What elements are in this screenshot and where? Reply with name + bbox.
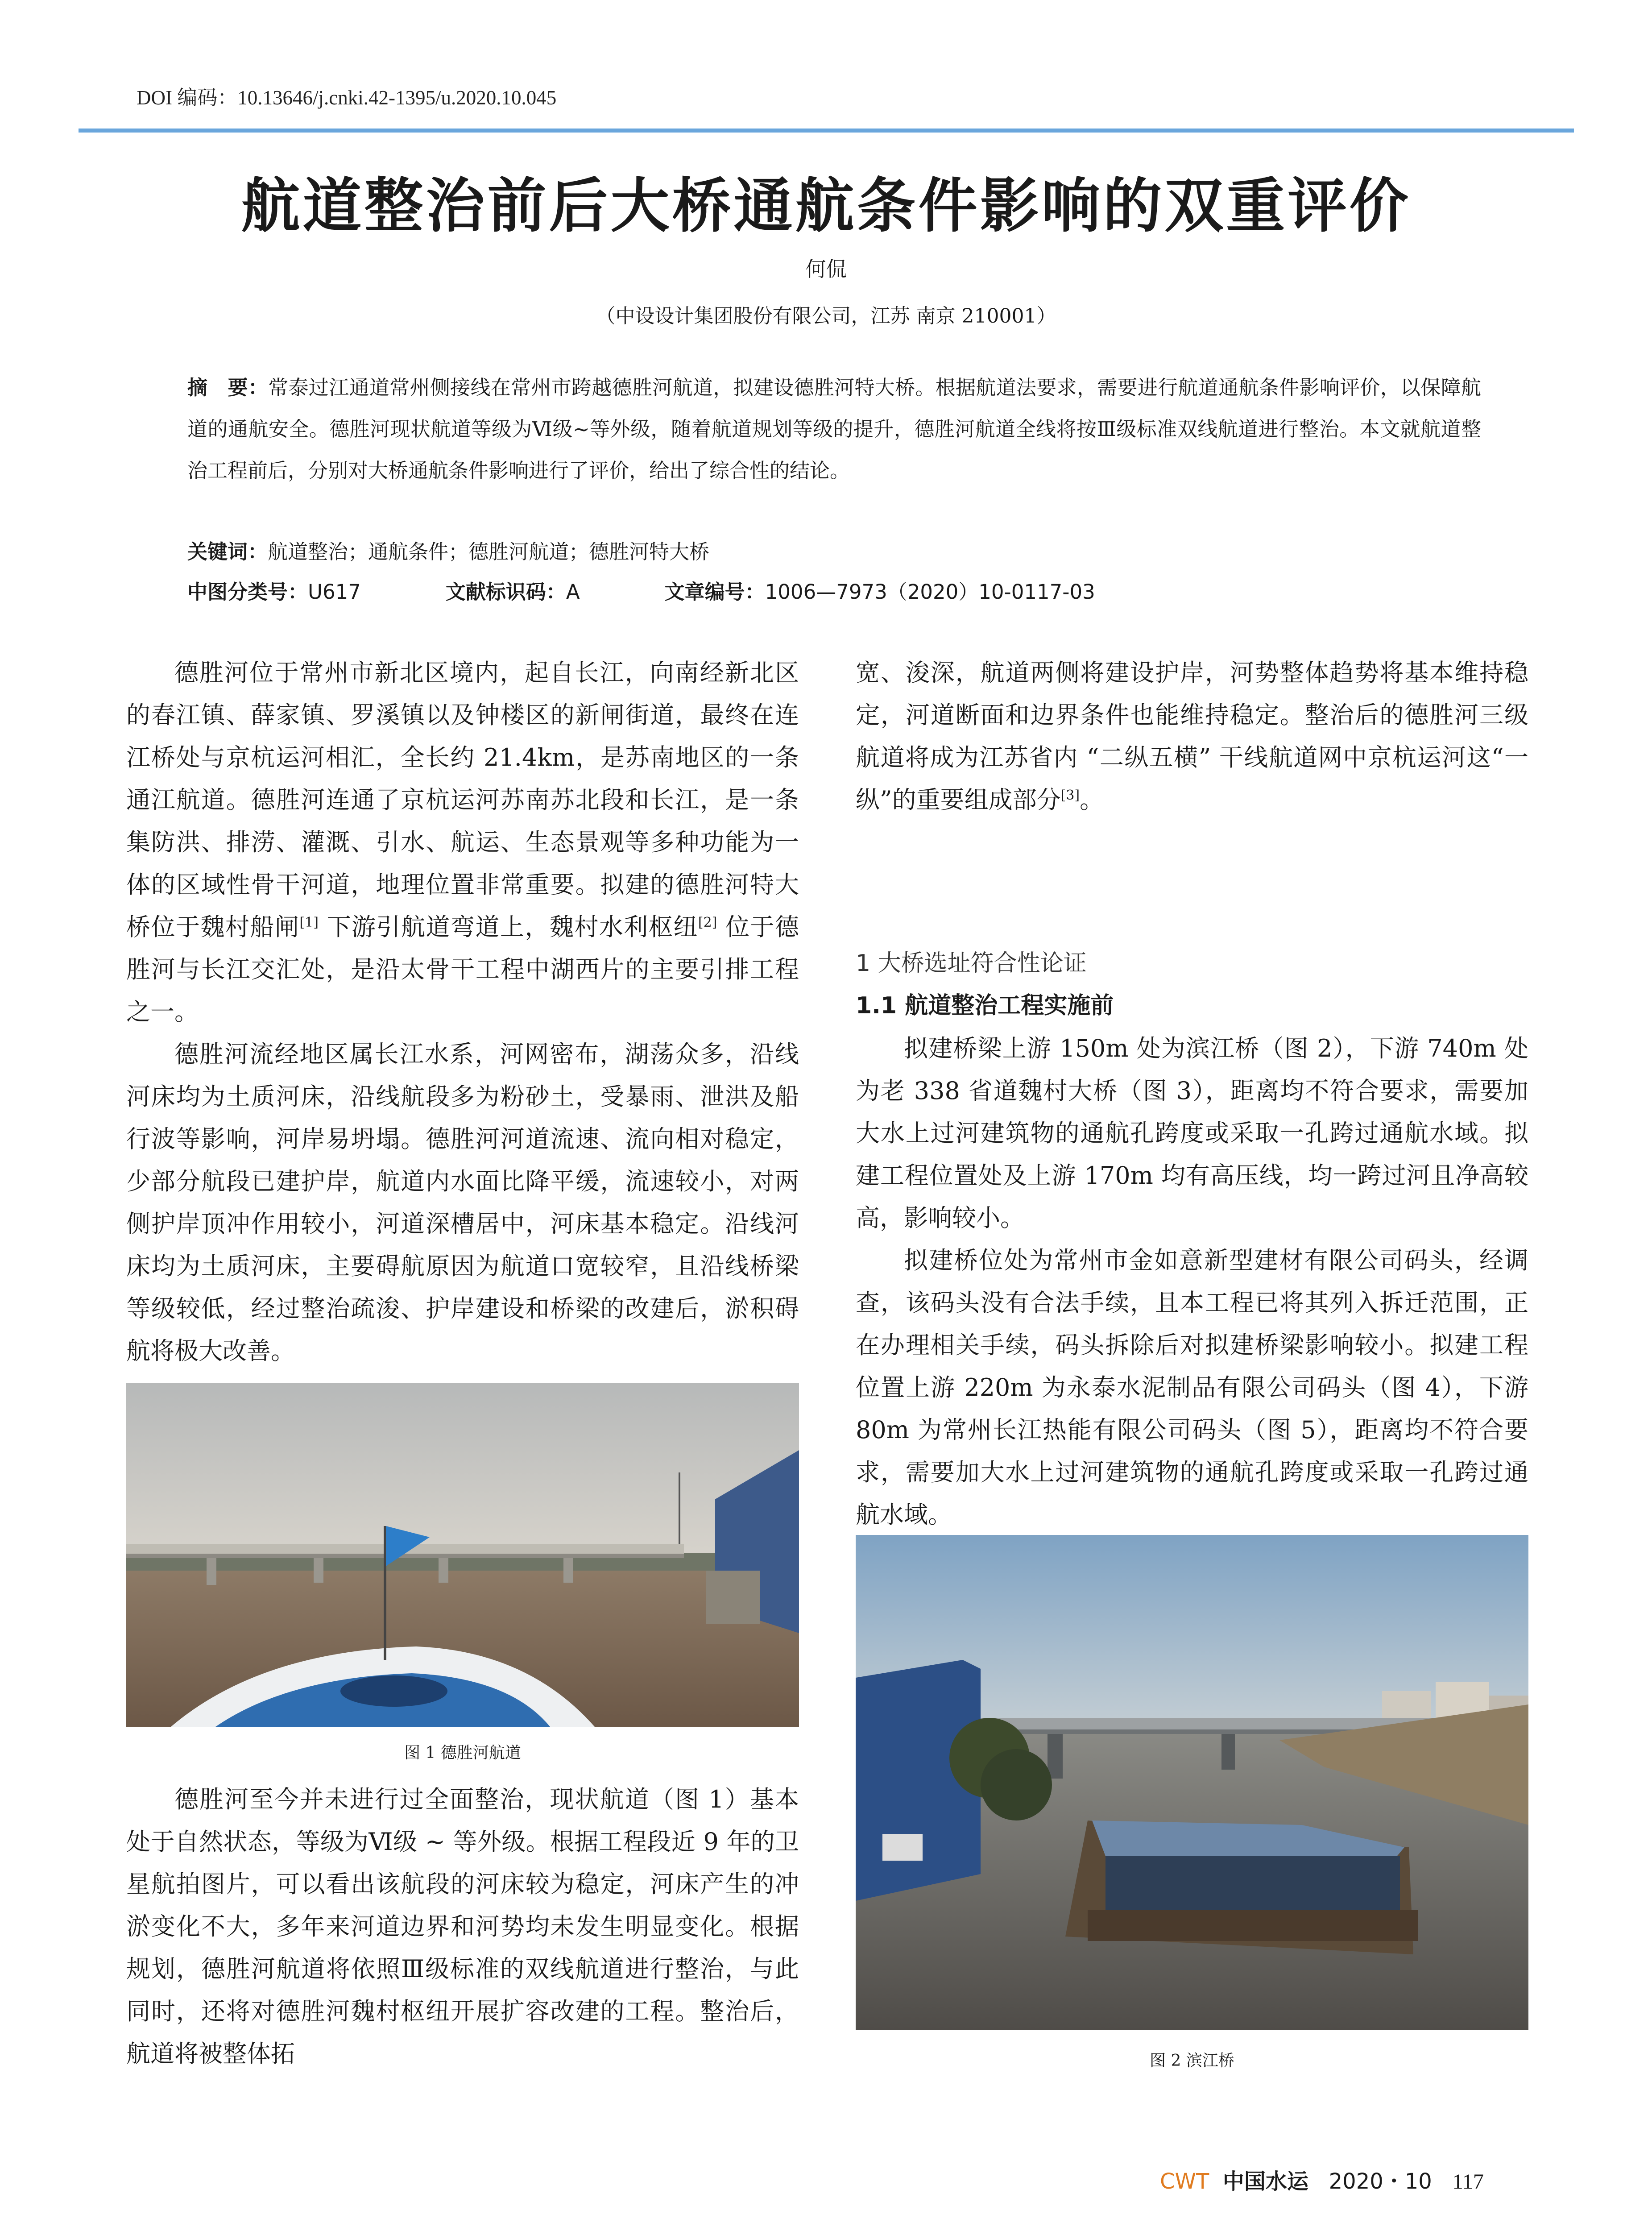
header-rule — [79, 129, 1574, 133]
article-title: 航道整治前后大桥通航条件影响的双重评价 — [241, 171, 1411, 241]
paragraph-3: 德胜河至今并未进行过全面整治，现状航道（图 1）基本处于自然状态，等级为Ⅵ级 ~ 等外级。根据工程段近 9 年的卫星航拍图片，可以看出该航段的河床较为稳定，河床产生的冲淤变化不大，多年来河道边界和河势均未发生明显变化。根据规划，德胜河航道将依照Ⅲ级标准的双线航道进行整治，与此同时，还将对德胜河魏村枢纽开展扩容改建的工程。整治后，航道将被整体拓 — [126, 1785, 799, 2068]
doi-line: DOI 编码：10.13646/j.cnki.42-1395/u.2020.10.045 — [137, 87, 557, 109]
paragraph-1 — [126, 651, 799, 1033]
figure-2-caption: 图 2 滨江桥 — [1150, 2052, 1234, 2070]
paragraph-1-part-b: 下游引航道弯道上，魏村水利枢纽 — [318, 913, 698, 941]
articleno-value: 1006—7973（2020）10-0117-03 — [765, 580, 1095, 604]
body-column-right-top — [856, 651, 1528, 821]
class-label: 中图分类号： — [187, 580, 308, 604]
citation-2: [2] — [698, 915, 717, 930]
body-column-right-main — [856, 937, 1528, 1621]
paragraph-3-end: 。 — [1080, 786, 1104, 814]
journal-brand: CWT — [1160, 2169, 1209, 2194]
doccode-label: 文献标识码： — [445, 580, 566, 604]
page-footer — [1160, 2164, 1484, 2195]
doccode-value: A — [566, 580, 580, 604]
paragraph-5: 拟建桥位处为常州市金如意新型建材有限公司码头，经调查，该码头没有合法手续，且本工程已将其列入拆迁范围，正在办理相关手续，码头拆除后对拟建桥梁影响较小。拟建工程位置上游 220m 为永泰水泥制品有限公司码头（图 4），下游 80m 为常州长江热能有限公司码头（图 5），距离均不符合要求，需要加大水上过河建筑物的通航孔跨度或采取一孔跨过通航水域。 — [856, 1246, 1528, 1529]
journal-name: 中国水运 — [1222, 2169, 1308, 2194]
articleno-label: 文章编号： — [664, 580, 765, 604]
paragraph-3-continued — [856, 651, 1528, 821]
citation-1: [1] — [299, 915, 319, 930]
abstract — [187, 367, 1481, 491]
keywords-text: 航道整治；通航条件；德胜河航道；德胜河特大桥 — [268, 540, 710, 564]
paragraph-4: 拟建桥梁上游 150m 处为滨江桥（图 2），下游 740m 处为老 338 省道魏村大桥（图 3），距离均不符合要求，需要加大水上过河建筑物的通航孔跨度或采取一孔跨过通航水域。拟建工程位置处及上游 170m 均有高压线，均一跨过河且净高较高，影响较小。 — [856, 1034, 1528, 1232]
section-heading-1-1: 1.1 航道整治工程实施前 — [856, 992, 1114, 1019]
abstract-text: 常泰过江通道常州侧接线在常州市跨越德胜河航道，拟建设德胜河特大桥。根据航道法要求，需要进行航道通航条件影响评价，以保障航道的通航安全。德胜河现状航道等级为Ⅵ级~等外级，随着航道规划等级的提升，德胜河航道全线将按Ⅲ级标准双线航道进行整治。本文就航道整治工程前后，分别对大桥通航条件影响进行了评价，给出了综合性的结论。 — [187, 376, 1481, 482]
figure-2-photo — [856, 1535, 1528, 2030]
abstract-label: 摘 要： — [187, 376, 269, 399]
body-column-left-top — [126, 651, 799, 1372]
section-heading-1: 1 大桥选址符合性论证 — [856, 950, 1087, 977]
class-value: U617 — [308, 580, 361, 604]
paragraph-1-part-c: 位于德胜河与长江交汇处，是沿太骨干工程中湖西片的主要引排工程之一。 — [126, 913, 799, 1026]
paragraph-1-part-a: 德胜河位于常州市新北区境内，起自长江，向南经新北区的春江镇、薛家镇、罗溪镇以及钟楼区的新闸街道，最终在连江桥处与京杭运河相汇，全长约 21.4km，是苏南地区的一条通江航道。德胜河连通了京杭运河苏南苏北段和长江，是一条集防洪、排涝、灌溉、引水、航运、生态景观等多种功能为一体的区域性骨干河道，地理位置非常重要。拟建的德胜河特大桥位于魏村船闸 — [126, 659, 799, 941]
affiliation: （中设设计集团股份有限公司，江苏 南京 210001） — [596, 305, 1056, 328]
figure-1-photo — [126, 1383, 799, 1727]
classification-line — [187, 576, 1095, 605]
keywords — [187, 535, 709, 564]
author: 何侃 — [805, 257, 847, 281]
journal-issue: 2020・10 — [1329, 2169, 1432, 2194]
paragraph-2: 德胜河流经地区属长江水系，河网密布，湖荡众多，沿线河床均为土质河床，沿线航段多为粉砂土，受暴雨、泄洪及船行波等影响，河岸易坍塌。德胜河河道流速、流向相对稳定，少部分航段已建护岸，航道内水面比降平缓，流速较小，对两侧护岸顶冲作用较小，河道深槽居中，河床基本稳定。沿线河床均为土质河床，主要碍航原因为航道口宽较窄，且沿线桥梁等级较低，经过整治疏浚、护岸建设和桥梁的改建后，淤积碍航将极大改善。 — [126, 1040, 799, 1365]
keywords-label: 关键词： — [187, 540, 268, 564]
page-number: 117 — [1452, 2170, 1484, 2194]
figure-1-caption: 图 1 德胜河航道 — [404, 1744, 521, 1762]
citation-3: [3] — [1060, 788, 1080, 803]
body-column-left-bottom — [126, 1778, 799, 2075]
paragraph-3-cont-text: 宽、浚深，航道两侧将建设护岸，河势整体趋势将基本维持稳定，河道断面和边界条件也能维持稳定。整治后的德胜河三级航道将成为江苏省内 “二纵五横” 干线航道网中京杭运河这“一纵”的重要组成部分 — [856, 659, 1528, 814]
